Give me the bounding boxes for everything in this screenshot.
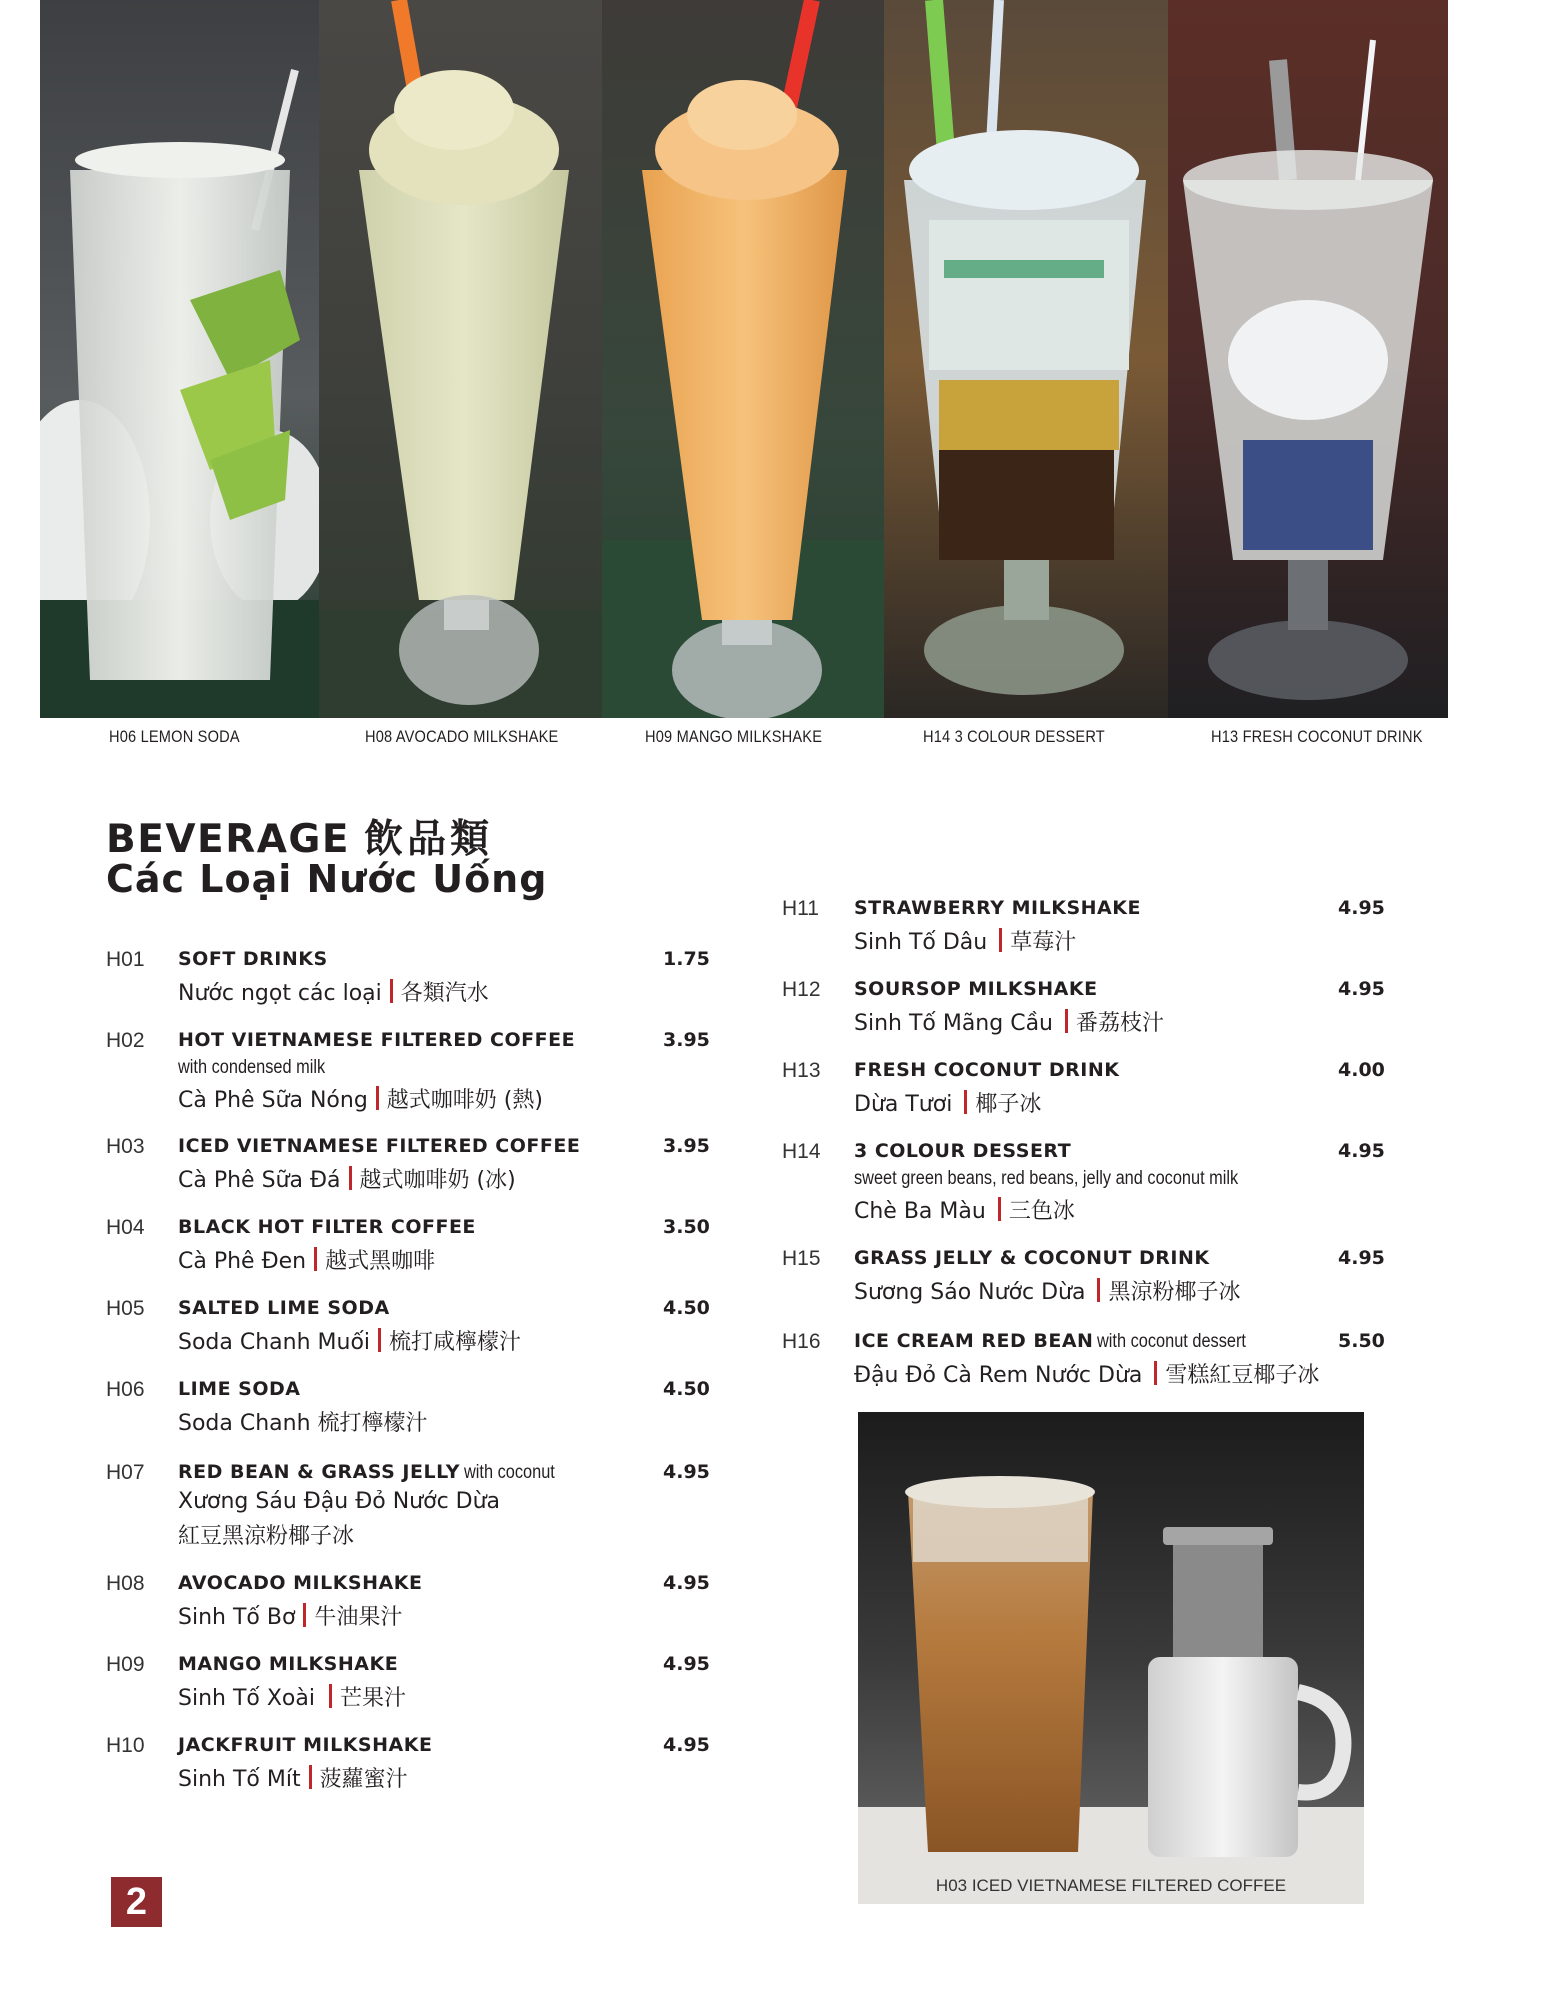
item-translation [178,1600,402,1631]
separator-bar [378,1328,381,1352]
separator-bar [390,979,393,1003]
photo-captions [40,727,1458,755]
section-title [106,808,493,864]
item-price: 5.50 [1338,1330,1385,1352]
mango-milkshake-photo [602,0,884,718]
item-chinese: 黑涼粉椰子冰 [1108,1280,1241,1305]
item-translation [178,976,489,1007]
item-price: 4.00 [1338,1059,1385,1081]
item-code: H07 [106,1461,145,1484]
item-name: 3 COLOUR DESSERT [854,1140,1072,1162]
item-vietnamese: Xương Sáu Đậu Đỏ Nước Dừa [178,1489,501,1514]
separator-bar [314,1247,317,1271]
item-translation [854,925,1076,956]
item-chinese: 越式黑咖啡 [325,1249,436,1274]
item-code: H05 [106,1297,145,1320]
photo-caption: H09 MANGO MILKSHAKE [645,727,823,746]
item-translation [854,1275,1241,1306]
item-vietnamese: Dừa Tươi [854,1092,953,1117]
item-name: SALTED LIME SODA [178,1297,390,1319]
item-vietnamese: Sinh Tố Dâu [854,930,988,955]
item-name-note: with coconut [463,1462,555,1483]
item-chinese: 越式咖啡奶 (熱) [386,1088,543,1113]
item-name: STRAWBERRY MILKSHAKE [854,897,1141,919]
item-translation: Soda Chanh 梳打檸檬汁 [178,1411,428,1436]
item-name: JACKFRUIT MILKSHAKE [178,1734,433,1756]
item-chinese: 草莓汁 [1010,930,1077,955]
item-name: SOURSOP MILKSHAKE [854,978,1098,1000]
item-chinese: 番荔枝汁 [1076,1011,1165,1036]
avocado-milkshake-photo [319,0,602,718]
iced-coffee-photo [858,1412,1364,1904]
item-code: H08 [106,1572,145,1595]
section-title-chinese: 飲品類 [364,817,494,862]
photo-strip [40,0,1458,718]
section-title-vietnamese: Các Loại Nước Uống [106,857,548,901]
item-vietnamese: Sinh Tố Xoài [178,1686,315,1711]
separator-bar [349,1166,352,1190]
item-vietnamese: Sinh Tố Mãng Cầu [854,1011,1053,1036]
item-name-note: with coconut dessert [1097,1331,1247,1352]
item-code: H09 [106,1653,145,1676]
item-code: H12 [782,978,821,1001]
item-vietnamese: Sinh Tố Mít [178,1767,301,1792]
item-code: H03 [106,1135,145,1158]
item-price: 4.95 [1338,1247,1385,1269]
item-chinese: 菠蘿蜜汁 [319,1767,408,1792]
item-translation [178,1681,406,1712]
photo-caption: H14 3 COLOUR DESSERT [923,727,1105,746]
item-code: H02 [106,1029,145,1052]
section-title-english: BEVERAGE [106,817,351,862]
item-code: H10 [106,1734,145,1757]
item-translation [854,1358,1319,1389]
item-code: H16 [782,1330,821,1353]
item-price: 4.95 [1338,897,1385,919]
item-code: H14 [782,1140,821,1163]
item-chinese: 芒果汁 [339,1686,406,1711]
item-vietnamese: Cà Phê Sữa Nóng [178,1088,368,1113]
item-name: BLACK HOT FILTER COFFEE [178,1216,476,1238]
item-name: AVOCADO MILKSHAKE [178,1572,423,1594]
item-translation [178,1325,521,1356]
item-name: FRESH COCONUT DRINK [854,1059,1120,1081]
separator-bar [1065,1009,1068,1033]
separator-bar [1097,1278,1100,1302]
item-price: 4.95 [663,1461,710,1483]
item-chinese: 梳打咸檸檬汁 [389,1330,522,1355]
item-vietnamese: Chè Ba Màu [854,1199,986,1224]
photo-caption: H06 LEMON SODA [109,727,240,746]
item-code: H04 [106,1216,145,1239]
item-chinese: 紅豆黑涼粉椰子冰 [178,1524,355,1549]
item-translation [854,1006,1164,1037]
separator-bar [964,1090,967,1114]
item-vietnamese: Sương Sáo Nước Dừa [854,1280,1086,1305]
item-name: MANGO MILKSHAKE [178,1653,399,1675]
item-vietnamese: Cà Phê Sữa Đá [178,1168,341,1193]
item-vietnamese: Soda Chanh Muối [178,1330,371,1355]
item-name: ICED VIETNAMESE FILTERED COFFEE [178,1135,581,1157]
item-price: 3.95 [663,1135,710,1157]
item-translation [178,1083,543,1114]
item-price: 3.50 [663,1216,710,1238]
iced-coffee-caption: H03 ICED VIETNAMESE FILTERED COFFEE [935,1876,1287,1895]
page-number-badge: 2 [111,1877,162,1927]
item-vietnamese: Nước ngọt các loại [178,981,382,1006]
photo-caption: H08 AVOCADO MILKSHAKE [365,727,559,746]
photo-caption: H13 FRESH COCONUT DRINK [1211,727,1423,746]
item-vietnamese: Cà Phê Đen [178,1249,307,1274]
item-translation [178,1163,516,1194]
item-chinese: 越式咖啡奶 (冰) [359,1168,516,1193]
item-name [854,1330,1271,1353]
item-price: 3.95 [663,1029,710,1051]
item-code: H06 [106,1378,145,1401]
separator-bar [1154,1361,1157,1385]
item-translation [178,1762,408,1793]
item-translation [854,1087,1041,1118]
item-code: H01 [106,948,145,971]
item-name-text: ICE CREAM RED BEAN [854,1330,1094,1352]
item-code: H11 [782,897,819,920]
item-price: 4.95 [663,1572,710,1594]
item-name: SOFT DRINKS [178,948,328,970]
lemon-soda-photo [40,0,319,718]
separator-bar [998,1197,1001,1221]
item-name: LIME SODA [178,1378,301,1400]
item-price: 4.95 [663,1653,710,1675]
separator-bar [376,1086,379,1110]
item-code: H13 [782,1059,821,1082]
item-price: 4.95 [1338,1140,1385,1162]
item-price: 1.75 [663,948,710,970]
item-price: 4.95 [663,1734,710,1756]
separator-bar [999,928,1002,952]
item-vietnamese: Đậu Đỏ Cà Rem Nước Dừa [854,1363,1143,1388]
item-price: 4.95 [1338,978,1385,1000]
separator-bar [303,1603,306,1627]
item-chinese: 牛油果汁 [314,1605,403,1630]
item-description: sweet green beans, red beans, jelly and coconut milk [854,1168,1239,1189]
item-chinese: 各類汽水 [400,981,489,1006]
item-name-text: RED BEAN & GRASS JELLY [178,1461,460,1483]
item-name [178,1461,570,1484]
separator-bar [309,1765,312,1789]
item-price: 4.50 [663,1378,710,1400]
item-description: with condensed milk [178,1057,326,1078]
item-translation [178,1244,435,1275]
item-chinese: 椰子冰 [975,1092,1042,1117]
item-chinese: 雪糕紅豆椰子冰 [1165,1363,1320,1388]
item-price: 4.50 [663,1297,710,1319]
fresh-coconut-drink-photo [1168,0,1448,718]
item-name: GRASS JELLY & COCONUT DRINK [854,1247,1210,1269]
3-colour-dessert-photo [884,0,1168,718]
item-chinese: 三色冰 [1008,1199,1075,1224]
item-translation [854,1194,1075,1225]
item-name: HOT VIETNAMESE FILTERED COFFEE [178,1029,576,1051]
separator-bar [329,1684,332,1708]
item-code: H15 [782,1247,821,1270]
item-vietnamese: Sinh Tố Bơ [178,1605,296,1630]
